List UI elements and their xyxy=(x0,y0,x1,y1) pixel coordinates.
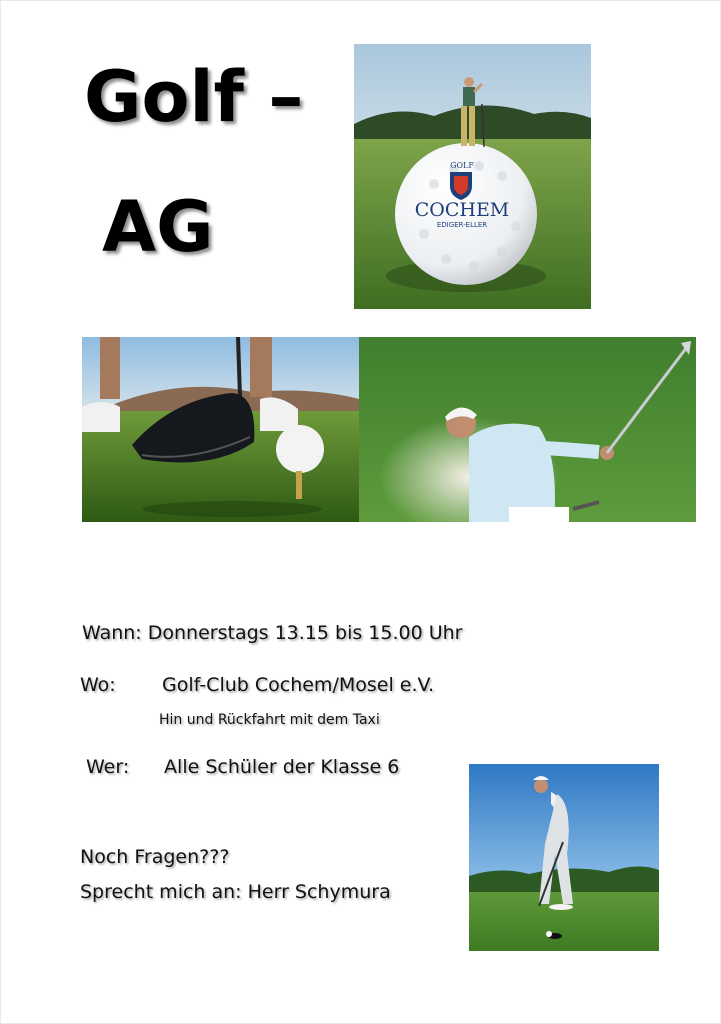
info-where-row xyxy=(80,674,434,696)
when-label: Wann: xyxy=(82,622,142,644)
where-note: Hin und Rückfahrt mit dem Taxi xyxy=(159,712,380,728)
who-label: Wer: xyxy=(86,756,130,778)
info-who-row xyxy=(86,756,399,778)
ball-logo-sub: EDIGER-ELLER xyxy=(436,221,488,229)
title-line-golf: Golf – xyxy=(84,56,304,138)
putting-photo xyxy=(469,764,659,951)
when-value: Donnerstags 13.15 bis 15.00 Uhr xyxy=(147,622,463,644)
questions-text: Noch Fragen??? xyxy=(80,846,230,868)
golf-ball-photo xyxy=(354,44,591,309)
info-when-row xyxy=(82,622,462,644)
contact-text: Sprecht mich an: Herr Schymura xyxy=(80,881,391,903)
bunker-shot-photo xyxy=(359,337,696,522)
title-line-ag: AG xyxy=(102,186,214,268)
ball-logo-top: GOLF xyxy=(450,161,474,170)
where-label: Wo: xyxy=(80,674,116,696)
ball-logo-name: COCHEM xyxy=(414,199,510,221)
who-value: Alle Schüler der Klasse 6 xyxy=(164,756,400,778)
where-value: Golf-Club Cochem/Mosel e.V. xyxy=(162,674,435,696)
driver-photo xyxy=(82,337,359,522)
